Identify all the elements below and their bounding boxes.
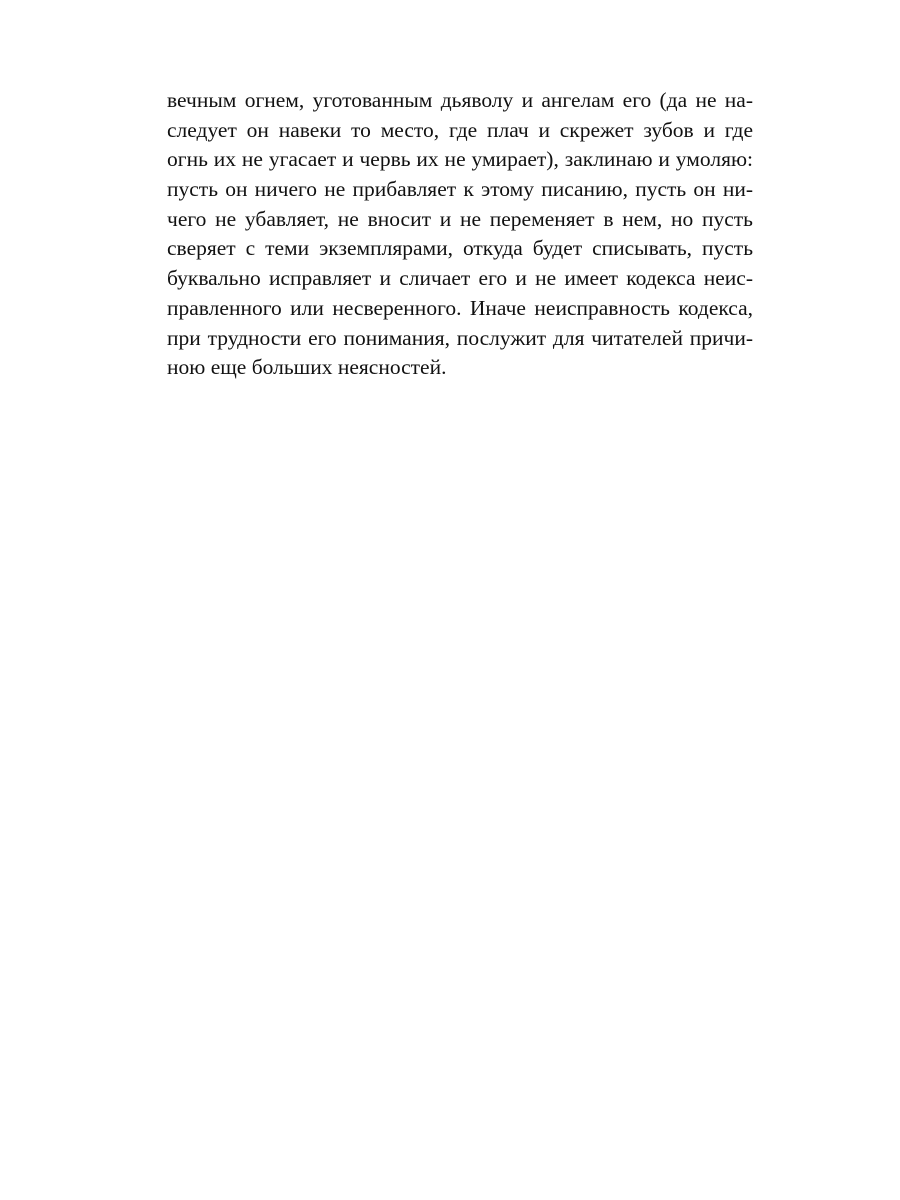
text-line: буквально исправляет и сличает его и не имеет кодекса неис-	[167, 266, 753, 291]
text-line: при трудности его понимания, послужит для читателей причи-	[167, 325, 753, 350]
text-line: сверяет с теми экземплярами, откуда будет списывать, пусть	[167, 236, 753, 261]
text-line: огнь их не угасает и червь их не умирает), заклинаю и умоляю:	[167, 147, 753, 172]
text-line: пусть он ничего не прибавляет к этому писанию, пусть он ни-	[167, 177, 753, 202]
text-line: ною еще больших неясностей.	[167, 355, 447, 380]
text-line: следует он навеки то место, где плач и скрежет зубов и где	[167, 117, 753, 142]
body-paragraph	[167, 86, 753, 383]
text-line: чего не убавляет, не вносит и не переменяет в нем, но пусть	[167, 206, 753, 231]
text-line: правленного или несверенного. Иначе неисправность кодекса,	[167, 295, 753, 320]
text-line: вечным огнем, уготованным дьяволу и ангелам его (да не на-	[167, 88, 753, 112]
